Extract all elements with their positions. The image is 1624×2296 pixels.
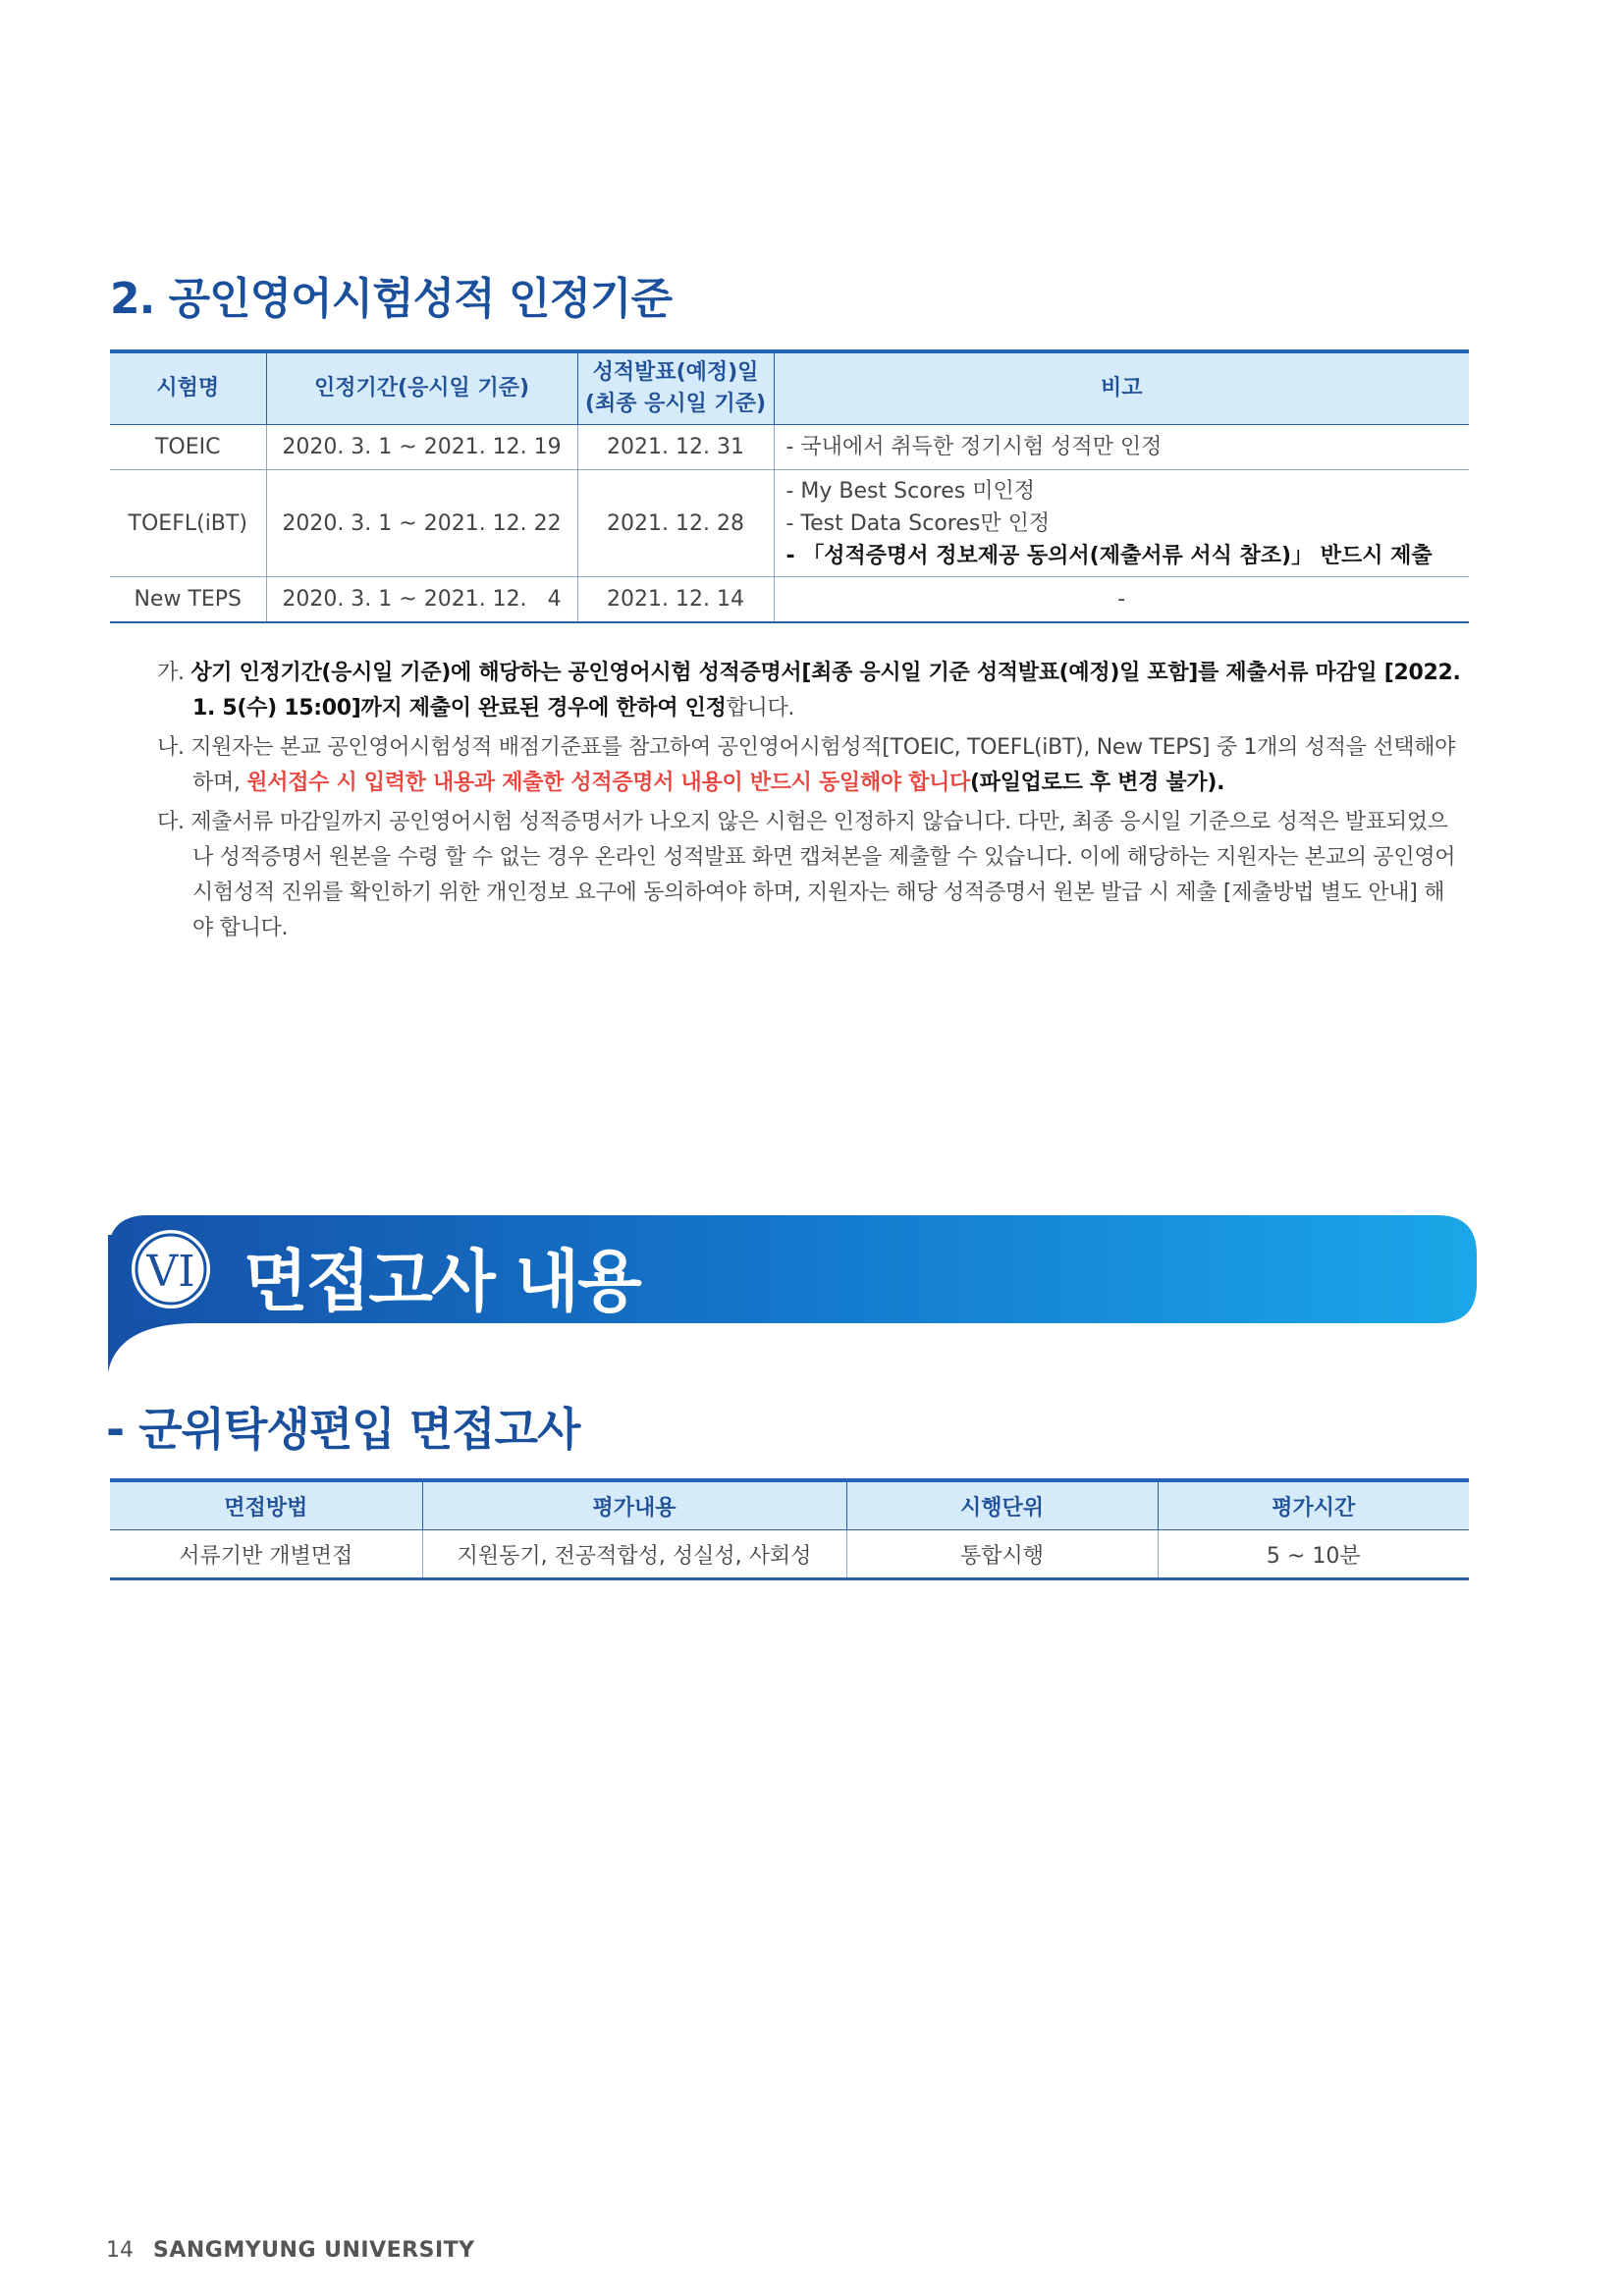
cell-release: 2021. 12. 14 (577, 577, 774, 623)
note-ga-prefix: 가. (157, 661, 191, 685)
page-footer (106, 2238, 475, 2263)
cell-release: 2021. 12. 28 (577, 470, 774, 577)
note-line: - My Best Scores 미인정 (785, 478, 1035, 504)
chapter-title: 면접고사 내용 (244, 1244, 640, 1321)
cell-release: 2021. 12. 31 (577, 425, 774, 470)
note-da-text: 제출서류 마감일까지 공인영어시험 성적증명서가 나오지 않은 시험은 인정하지 않습니다. 다만, 최종 응시일 기준으로 성적은 발표되었으나 성적증명서 원본을 수령 할 수 없는 경우 온라인 성적발표 화면 캡쳐본을 제출할 수 있습니다. 이에 해당하는 지원자는 본교의 공인영어시험성적 진위를 확인하기 위한 개인정보 요구에 동의하여야 하며, 지원자는 해당 성적증명서 원본 발급 시 제출 [제출방법 별도 안내] 해야 합니다. (190, 810, 1456, 940)
table-row (110, 1530, 1469, 1579)
cell-method: 서류기반 개별면접 (110, 1530, 422, 1579)
cell-time: 5 ~ 10분 (1158, 1530, 1469, 1579)
cell-notes: - (774, 577, 1469, 623)
note-na-prefix: 나. (157, 735, 191, 760)
note-na-text1: 지원자는 본교 공인영어시험성적 배점기준표를 참고하여 공인영어시험성적[TOEIC, TOEFL(iBT), New TEPS] 중 1개의 성적을 선택해야 하며, (190, 735, 1456, 795)
cell-exam: TOEIC (110, 425, 266, 470)
cell-exam: New TEPS (110, 577, 266, 623)
note-da (157, 805, 1463, 946)
subsection-title: - 군위탁생편입 면접고사 (106, 1403, 580, 1456)
header-content: 평가내용 (422, 1480, 846, 1530)
notes-list (157, 656, 1463, 950)
note-line-required: - 「성적증명서 정보제공 동의서(제출서류 서식 참조)」 반드시 제출 (785, 543, 1433, 568)
interview-table (110, 1478, 1469, 1580)
english-score-table (110, 349, 1469, 623)
note-ga (157, 656, 1463, 726)
cell-content: 지원동기, 전공적합성, 성실성, 사회성 (422, 1530, 846, 1579)
university-name: SANGMYUNG UNIVERSITY (153, 2238, 475, 2263)
note-line: - 국내에서 취득한 정기시험 성적만 인정 (785, 435, 1163, 459)
cell-period: 2020. 3. 1 ~ 2021. 12. 22 (266, 470, 577, 577)
cell-notes (774, 470, 1469, 577)
table-row (110, 577, 1469, 623)
header-period: 인정기간(응시일 기준) (266, 351, 577, 425)
note-na (157, 730, 1463, 801)
cell-notes (774, 425, 1469, 470)
cell-period: 2020. 3. 1 ~ 2021. 12. 19 (266, 425, 577, 470)
page-number: 14 (106, 2238, 134, 2263)
header-release-line2: (최종 응시일 기준) (584, 392, 767, 416)
header-release-line1: 성적발표(예정)일 (592, 360, 759, 385)
table-row (110, 470, 1469, 577)
cell-period: 2020. 3. 1 ~ 2021. 12. 4 (266, 577, 577, 623)
header-release (577, 351, 774, 425)
header-notes: 비고 (774, 351, 1469, 425)
cell-unit: 통합시행 (846, 1530, 1158, 1579)
note-ga-bold: 상기 인정기간(응시일 기준)에 해당하는 공인영어시험 성적증명서[최종 응시일 기준 성적발표(예정)일 포함]를 제출서류 마감일 [2022. 1. 5(수) 15:00]까지 제출이 완료된 경우에 한하여 인정 (190, 661, 1461, 721)
table-header-row (110, 351, 1469, 425)
table-row (110, 425, 1469, 470)
note-ga-rest: 합니다. (726, 696, 795, 721)
header-exam: 시험명 (110, 351, 266, 425)
chapter-number: VI (146, 1247, 195, 1297)
table-header-row (110, 1480, 1469, 1530)
header-method: 면접방법 (110, 1480, 422, 1530)
note-da-prefix: 다. (157, 810, 191, 834)
header-time: 평가시간 (1158, 1480, 1469, 1530)
note-na-highlight: 원서접수 시 입력한 내용과 제출한 성적증명서 내용이 반드시 동일해야 합니다 (246, 771, 970, 795)
cell-exam: TOEFL(iBT) (110, 470, 266, 577)
note-na-text2: (파일업로드 후 변경 불가). (970, 771, 1225, 795)
note-line: - Test Data Scores만 인정 (785, 510, 1051, 536)
section-title: 2. 공인영어시험성적 인정기준 (110, 274, 673, 324)
header-unit: 시행단위 (846, 1480, 1158, 1530)
